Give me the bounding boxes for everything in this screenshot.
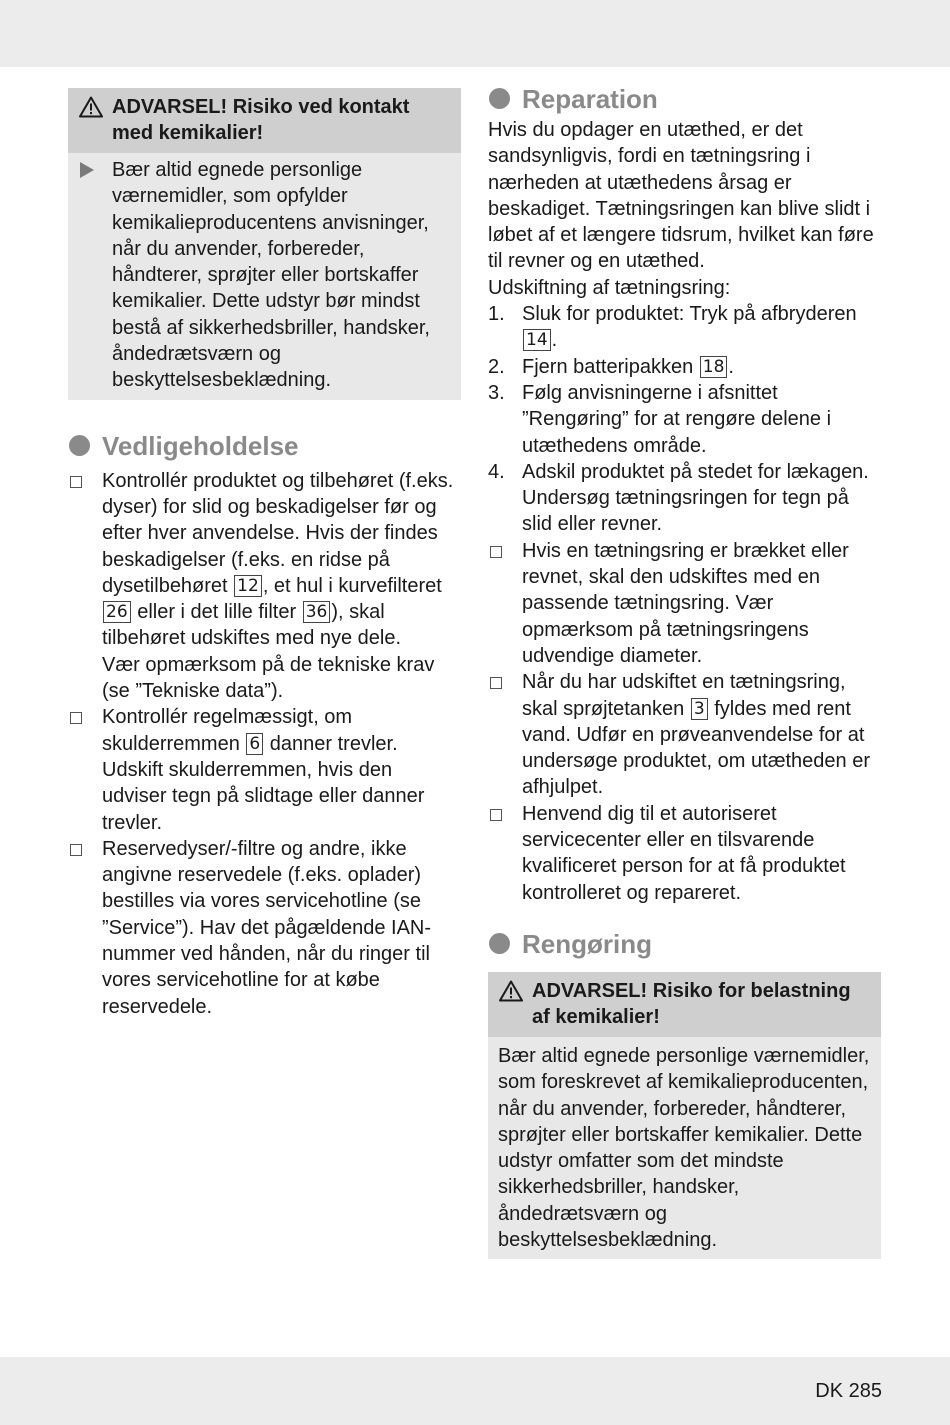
left-column <box>68 88 461 1020</box>
warning-title: ADVARSEL! Risiko for belastning af kemikalier! <box>532 979 851 1028</box>
list-item: 2. Fjern batteripakken 18 . <box>488 355 734 378</box>
warning-header <box>68 88 461 153</box>
right-column <box>488 84 881 1259</box>
square-bullet-icon <box>70 844 82 856</box>
part-ref: 18 <box>700 356 728 378</box>
part-ref: 36 <box>303 601 331 623</box>
list-item: 1. Sluk for produktet: Tryk på afbryderen 14 . <box>488 303 857 352</box>
list-item: Reservedyser/-filtre og andre, ikke angivne reservedele (f.eks. oplader) bestilles via vores servicehotline (se ”Service”). Hav det pågældende IAN-nummer ved hånden, når du ringer til vores servicehotline for at købe reservedele. <box>68 836 461 1020</box>
section-title-maintenance: Vedligeholdelse <box>68 430 461 462</box>
arrow-right-icon <box>80 162 94 178</box>
repair-steps <box>488 301 881 906</box>
maintenance-list <box>68 468 461 1020</box>
warning-title: ADVARSEL! Risiko ved kontakt med kemikalier! <box>112 96 410 144</box>
warning-text: Bær altid egnede personlige værnemidler, som opfylder kemikalieproducentens anvisninger, når du anvender, forbereder, håndterer, sprøjter eller bortskaffer kemikalier. Dette udstyr bør mindst bestå af sikkerhedsbriller, handsker, åndedrætsværn og beskyttelsesbeklædning. <box>112 159 430 392</box>
section-bullet-icon <box>489 933 510 954</box>
warning-triangle-icon <box>499 980 523 1002</box>
square-bullet-icon <box>490 809 502 821</box>
square-bullet-icon <box>70 712 82 724</box>
page-number: DK 285 <box>815 1380 882 1402</box>
square-bullet-icon <box>70 476 82 488</box>
part-ref: 26 <box>103 601 131 623</box>
list-item: Kontrollér regelmæssigt, om skulderremmen 6 danner trevler. Udskift skulderremmen, hvis den udviser tegn på slidtage eller danner trevler. <box>68 704 461 835</box>
warning-triangle-icon <box>79 96 103 118</box>
warning-body <box>68 153 461 400</box>
part-ref: 14 <box>523 329 551 351</box>
part-ref: 12 <box>234 575 262 597</box>
section-title-cleaning: Rengøring <box>488 928 881 960</box>
list-item: Henvend dig til et autoriseret servicecenter eller en tilsvarende kvalificeret person for at få produktet kontrolleret og repareret. <box>488 801 881 906</box>
part-ref: 6 <box>246 733 263 755</box>
section-bullet-icon <box>69 435 90 456</box>
list-item: 3. Følg anvisningerne i afsnittet ”Rengøring” for at rengøre delene i utæthedens område. <box>488 381 832 457</box>
list-item: Kontrollér produktet og tilbehøret (f.eks. dyser) for slid og beskadigelser før og efter hver anvendelse. Hvis der findes beskadigelser (f.eks. en ridse på dysetilbehøret 12 , et hul i kurvefilteret 26 eller i det lille filter 36 ), skal tilbehøret udskiftes med nye dele. Vær opmærksom på de tekniske krav (se ”Tekniske data”). <box>68 468 461 705</box>
section-title-repair: Reparation <box>488 83 881 115</box>
warning-header <box>488 972 881 1037</box>
warning-body <box>488 1037 881 1259</box>
tech-note: Vær opmærksom på de tekniske krav (se ”Tekniske data”). <box>102 653 435 703</box>
warning-text: Bær altid egnede personlige værnemidler, som foreskrevet af kemikalieproducenten, når du anvender, forbereder, håndterer, sprøjter eller bortskaffer kemikalier. Dette udstyr omfatter som det mindste sikkerhedsbriller, handsker, åndedrætsværn og beskyttelsesbeklædning. <box>498 1044 870 1251</box>
part-ref: 3 <box>691 698 708 720</box>
repair-steps-heading: Udskiftning af tætningsring: <box>488 276 731 299</box>
square-bullet-icon <box>490 546 502 558</box>
chemical-warning-box <box>68 88 461 400</box>
cleaning-warning-box <box>488 972 881 1259</box>
header-band <box>0 0 950 67</box>
list-item: Når du har udskiftet en tætningsring, skal sprøjtetanken 3 fyldes med rent vand. Udfør en prøveanvendelse for at undersøge produktet, om utætheden er afhjulpet. <box>488 669 881 800</box>
section-bullet-icon <box>489 88 510 109</box>
list-item: 4. Adskil produktet på stedet for lækagen. Undersøg tætningsringen for tegn på slid eller revner. <box>488 460 869 536</box>
footer-band <box>0 1357 950 1425</box>
list-item: Hvis en tætningsring er brækket eller revnet, skal den udskiftes med en passende tætningsring. Vær opmærksom på tætningsringens udvendige diameter. <box>488 538 881 669</box>
repair-intro: Hvis du opdager en utæthed, er det sandsynligvis, fordi en tætningsring i nærheden at utæthedens årsag er beskadiget. Tætningsringen kan blive slidt i løbet af et længere tidsrum, hvilket kan føre til revner og en utæthed. <box>488 119 874 273</box>
square-bullet-icon <box>490 677 502 689</box>
